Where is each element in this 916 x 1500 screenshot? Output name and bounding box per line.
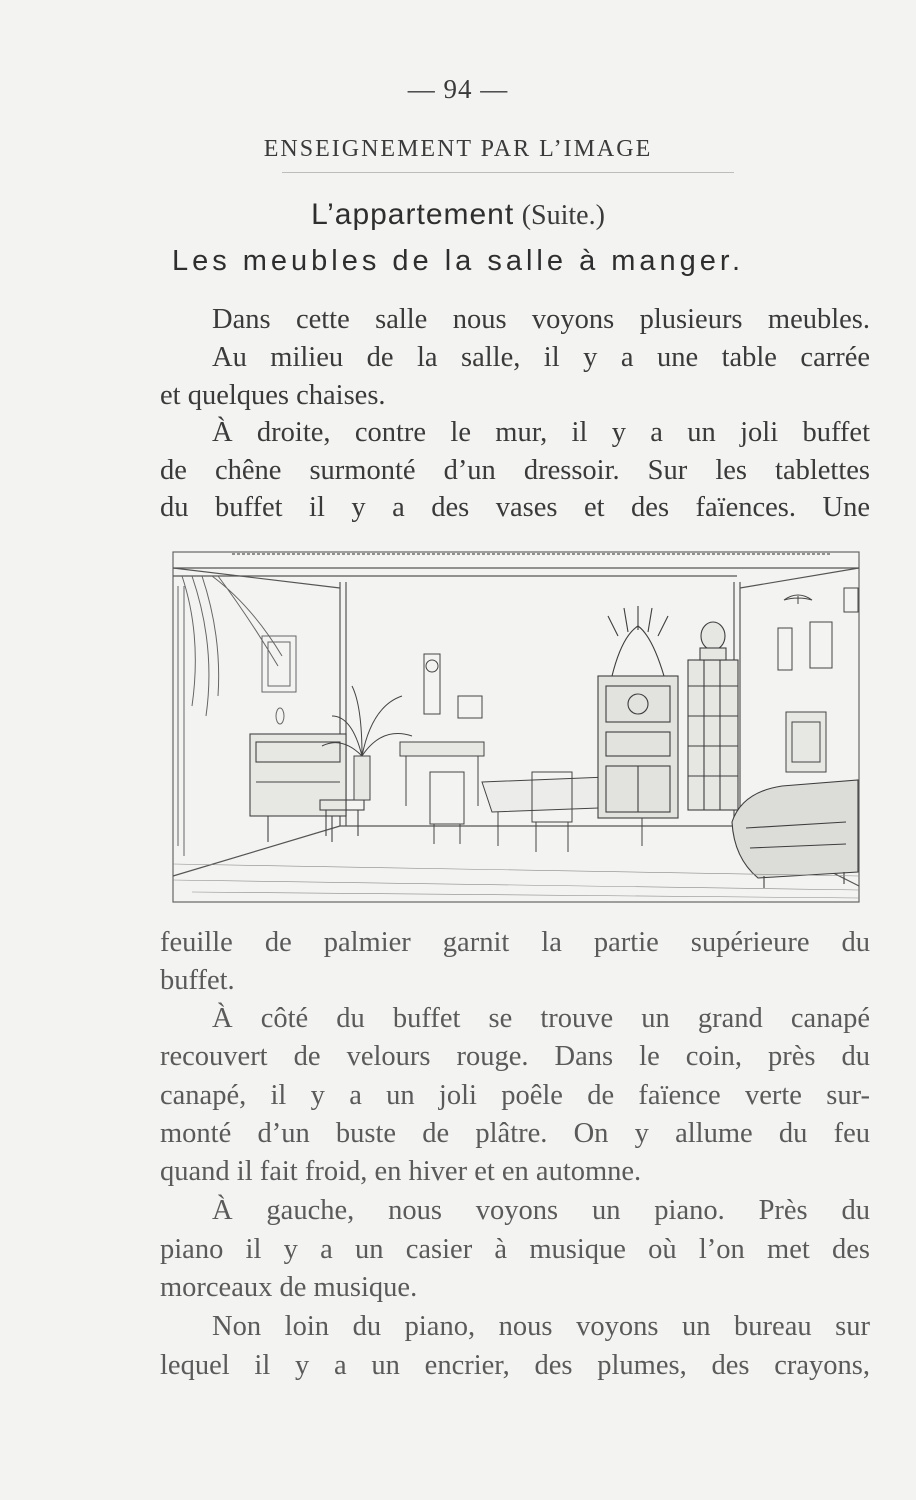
paragraph-line: piano il y a un casier à musique où l’on met des <box>160 1234 870 1265</box>
paragraph-line: lequel il y a un encrier, des plumes, des crayons, <box>160 1350 870 1381</box>
paragraph-line: Non loin du piano, nous voyons un bureau sur <box>212 1311 870 1342</box>
paragraph-line: Au milieu de la salle, il y a une table carrée <box>212 342 870 373</box>
paragraph-line: À droite, contre le mur, il y a un joli buffet <box>212 417 870 448</box>
header-divider <box>282 172 734 173</box>
paragraph-line: et quelques chaises. <box>160 380 386 411</box>
paragraph-line: de chêne surmonté d’un dressoir. Sur les tablettes <box>160 455 870 486</box>
paragraph-line: recouvert de velours rouge. Dans le coin, près du <box>160 1041 870 1072</box>
lesson-title <box>0 198 916 232</box>
paragraph-line: morceaux de musique. <box>160 1272 418 1303</box>
paragraph-line: À côté du buffet se trouve un grand canapé <box>212 1003 870 1034</box>
running-head: ENSEIGNEMENT PAR L’IMAGE <box>263 136 653 162</box>
dining-room-engraving <box>172 546 862 908</box>
page-number: — 94 — <box>407 74 509 104</box>
paragraph-line: feuille de palmier garnit la partie supérieure du <box>160 927 870 958</box>
paragraph-line: du buffet il y a des vases et des faïences. Une <box>160 492 870 523</box>
paragraph-line: monté d’un buste de plâtre. On y allume du feu <box>160 1118 870 1149</box>
dining-room-illustration <box>172 546 862 908</box>
lesson-title-text: L’appartement <box>311 198 515 231</box>
paragraph-line: Dans cette salle nous voyons plusieurs meubles. <box>212 304 870 335</box>
paragraph-line: buffet. <box>160 965 235 996</box>
paragraph-line: quand il fait froid, en hiver et en automne. <box>160 1156 642 1187</box>
lesson-title-suite: (Suite.) <box>521 200 605 231</box>
lesson-subtitle: Les meubles de la salle à manger. <box>171 245 745 277</box>
paragraph-line: À gauche, nous voyons un piano. Près du <box>212 1195 870 1226</box>
paragraph-line: canapé, il y a un joli poêle de faïence verte sur- <box>160 1080 870 1111</box>
